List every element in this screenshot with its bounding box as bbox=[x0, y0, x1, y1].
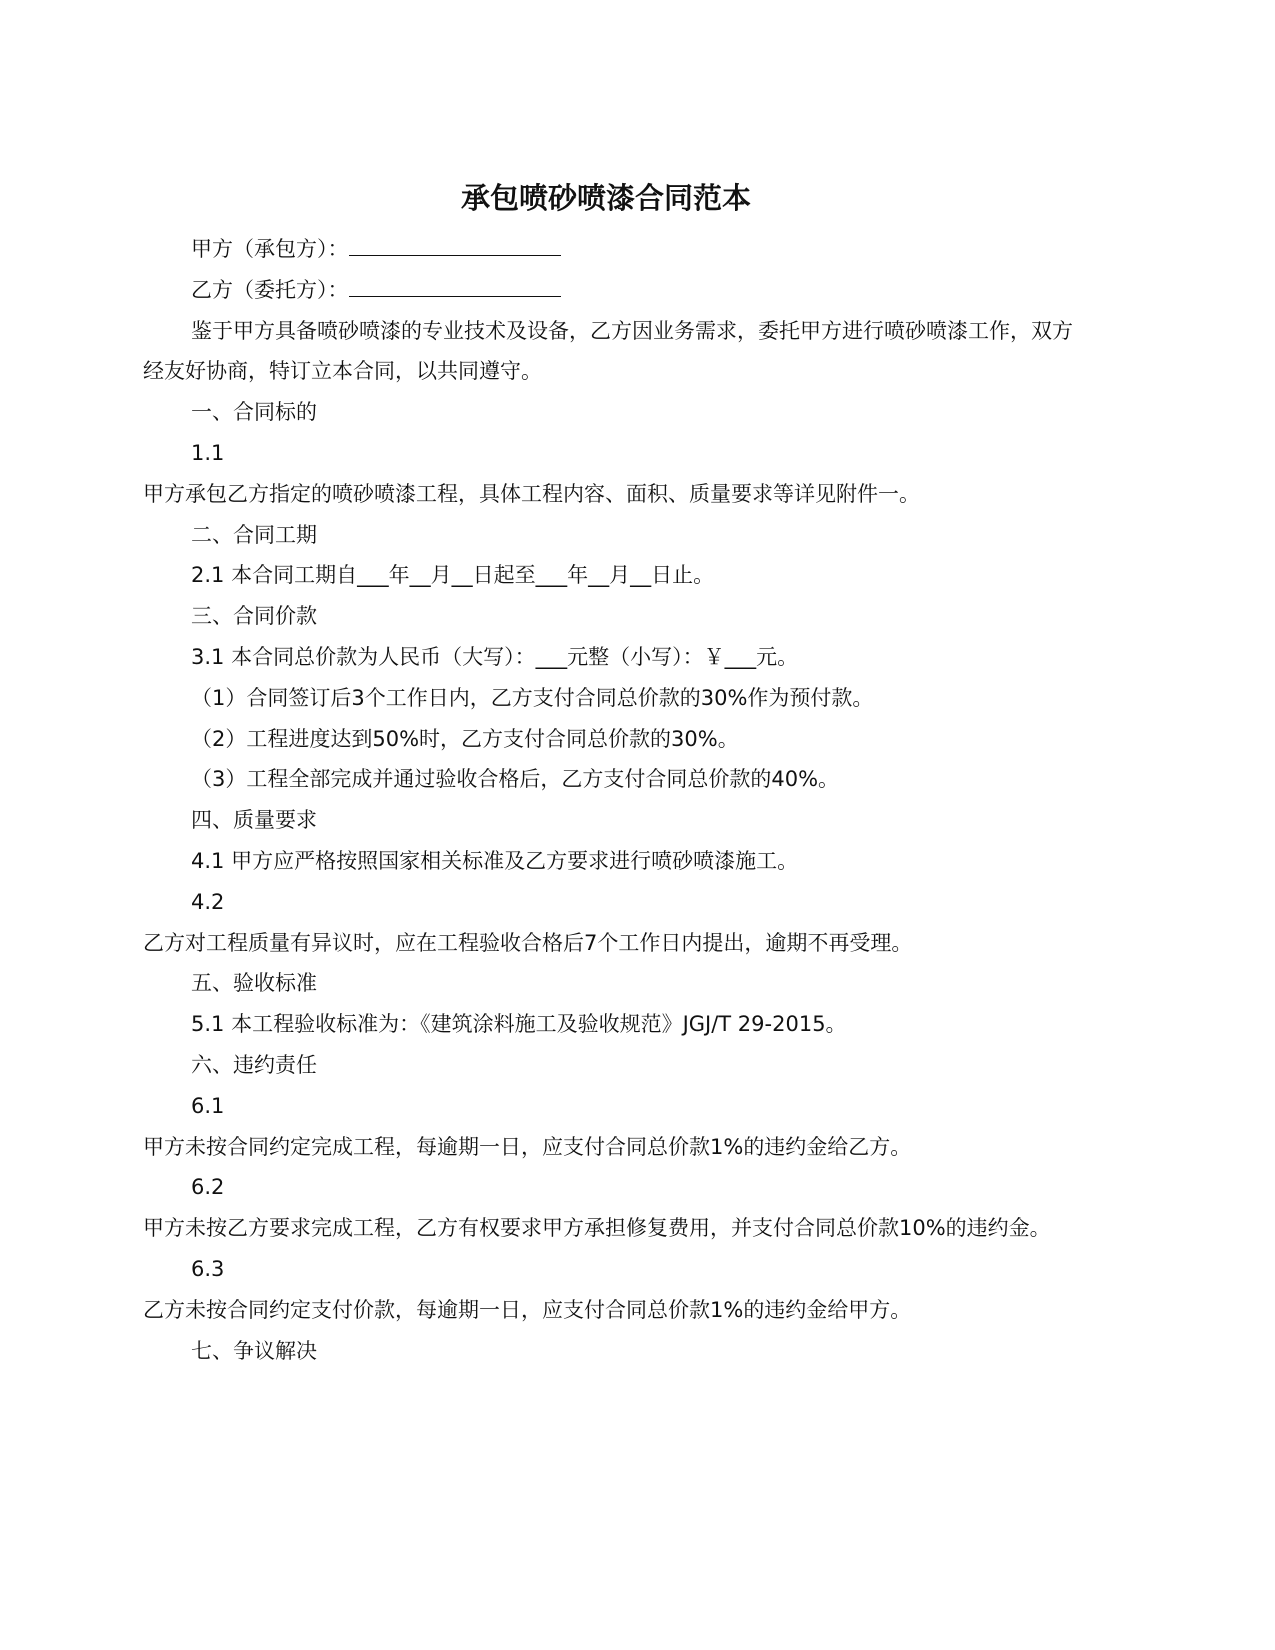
paragraph: 一、合同标的 bbox=[191, 400, 317, 425]
paragraph: 3.1 本合同总价款为人民币（大写）：___元整（小写）：￥___元。 bbox=[191, 644, 799, 669]
paragraph: 乙方未按合同约定支付价款，每逾期一日，应支付合同总价款1%的违约金给甲方。 bbox=[143, 1297, 912, 1322]
paragraph: 甲方未按合同约定完成工程，每逾期一日，应支付合同总价款1%的违约金给乙方。 bbox=[143, 1134, 912, 1159]
paragraph: 6.1 bbox=[191, 1093, 225, 1118]
paragraph: （3）工程全部完成并通过验收合格后，乙方支付合同总价款的40%。 bbox=[191, 767, 840, 792]
paragraph: 甲方承包乙方指定的喷砂喷漆工程，具体工程内容、面积、质量要求等详见附件一。 bbox=[143, 481, 920, 506]
paragraph: 二、合同工期 bbox=[191, 522, 317, 547]
document-title: 承包喷砂喷漆合同范本 bbox=[460, 181, 751, 215]
paragraph: 鉴于甲方具备喷砂喷漆的专业技术及设备，乙方因业务需求，委托甲方进行喷砂喷漆工作，双方经友好协商，特订立本合同，以共同遵守。 bbox=[143, 318, 1073, 384]
paragraph: 五、验收标准 bbox=[191, 971, 317, 996]
paragraph: 4.2 bbox=[191, 889, 225, 914]
paragraph: （1）合同签订后3个工作日内，乙方支付合同总价款的30%作为预付款。 bbox=[191, 685, 874, 710]
paragraph: 四、质量要求 bbox=[191, 808, 317, 833]
party-b-label: 乙方（委托方）： bbox=[191, 277, 349, 302]
party-a-label: 甲方（承包方）： bbox=[191, 237, 349, 261]
paragraph: 甲方未按乙方要求完成工程，乙方有权要求甲方承担修复费用，并支付合同总价款10%的违约金。 bbox=[143, 1216, 1051, 1241]
party-b-blank bbox=[349, 276, 561, 297]
paragraph: 七、争议解决 bbox=[191, 1338, 317, 1363]
paragraph: 6.2 bbox=[191, 1175, 225, 1200]
paragraph: 乙方对工程质量有异议时，应在工程验收合格后7个工作日内提出，逾期不再受理。 bbox=[143, 930, 913, 955]
party-b-line bbox=[143, 270, 1073, 311]
party-a-line bbox=[143, 229, 1073, 270]
paragraph: 三、合同价款 bbox=[191, 604, 317, 629]
document-body bbox=[143, 229, 1073, 1371]
contract-clauses bbox=[143, 311, 1073, 1372]
paragraph: （2）工程进度达到50%时，乙方支付合同总价款的30%。 bbox=[191, 726, 739, 751]
paragraph: 4.1 甲方应严格按照国家相关标准及乙方要求进行喷砂喷漆施工。 bbox=[191, 848, 799, 873]
paragraph: 5.1 本工程验收标准为：《建筑涂料施工及验收规范》JGJ/T 29-2015。 bbox=[191, 1012, 847, 1037]
paragraph: 6.3 bbox=[191, 1256, 225, 1281]
paragraph: 2.1 本合同工期自___年__月__日起至___年__月__日止。 bbox=[191, 563, 715, 588]
paragraph: 六、违约责任 bbox=[191, 1052, 317, 1077]
paragraph: 1.1 bbox=[191, 440, 225, 465]
party-a-blank bbox=[349, 235, 561, 256]
